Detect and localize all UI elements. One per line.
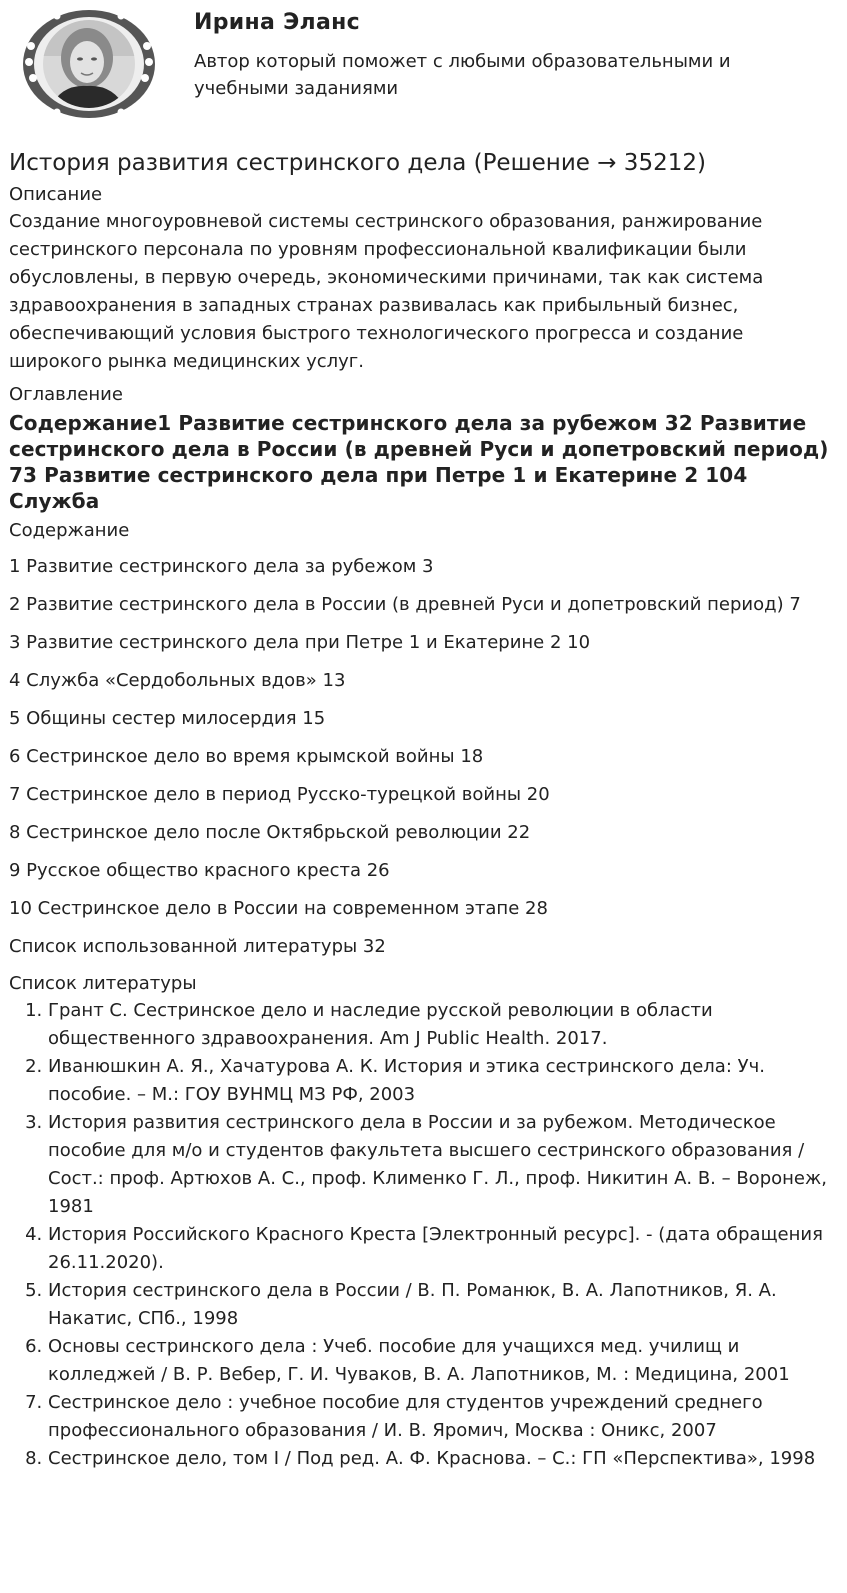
contents-item: 10 Сестринское дело в России на современном этапе 28 (9, 898, 548, 919)
literature-item: 1. Грант С. Сестринское дело и наследие русской революции в области общественного здравоохранения. Am J Public Health. 2017. (48, 997, 837, 1053)
contents-item: 6 Сестринское дело во время крымской войны 18 (9, 746, 484, 767)
literature-item: 8. Сестринское дело, том I / Под ред. А. Ф. Краснова. – С.: ГП «Перспектива», 1998 (48, 1445, 837, 1473)
literature-item: 3. История развития сестринского дела в России и за рубежом. Методическое пособие для м/о и студентов факультета высшего сестринского образования / Сост.: проф. Артюхов А. С., проф. Клименко Г. Л., проф. Никитин А. В. – Воронеж, 1981 (48, 1109, 837, 1221)
author-photo-icon (17, 6, 161, 122)
contents-item: 3 Развитие сестринского дела при Петре 1 и Екатерине 2 10 (9, 632, 591, 653)
literature-item: 2. Иванюшкин А. Я., Хачатурова А. К. История и этика сестринского дела: Уч. пособие. – М.: ГОУ ВУНМЦ МЗ РФ, 2003 (48, 1053, 837, 1109)
contents-item: 8 Сестринское дело после Октябрьской революции 22 (9, 822, 531, 843)
contents-item: 1 Развитие сестринского дела за рубежом 3 (9, 556, 434, 577)
literature-item: 4. История Российского Красного Креста [Электронный ресурс]. - (дата обращения 26.11.2020). (48, 1221, 837, 1277)
contents-item: 4 Служба «Сердобольных вдов» 13 (9, 670, 346, 691)
contents-item: Список использованной литературы 32 (9, 936, 386, 957)
literature-label: Список литературы (9, 973, 197, 994)
contents-item: 2 Развитие сестринского дела в России (в древней Руси и допетровский период) 7 (9, 594, 801, 615)
author-name[interactable]: Ирина Эланс (194, 10, 360, 35)
description-label: Описание (9, 184, 103, 205)
literature-list (9, 997, 837, 1473)
contents-label: Содержание (9, 520, 130, 541)
author-description: Автор который поможет с любыми образовательными и учебными заданиями (194, 51, 731, 99)
toc-text: Содержание1 Развитие сестринского дела за рубежом 32 Развитие сестринского дела в России (в древней Руси и допетровский период) 73 Развитие сестринского дела при Петре 1 и Екатерине 2 104 Служба (9, 411, 829, 513)
description-text: Создание многоуровневой системы сестринского образования, ранжирование сестринского персонала по уровням профессиональной квалификации были обусловлены, в первую очередь, экономическими причинами, так как система здравоохранения в западных странах развивалась как прибыльный бизнес, обеспечивающий условия быстрого технологического прогресса и создание широкого рынка медицинских услуг. (9, 211, 764, 372)
page-title: История развития сестринского дела (Решение → 35212) (9, 150, 706, 176)
author-card (9, 0, 837, 128)
contents-item: 7 Сестринское дело в период Русско-турецкой войны 20 (9, 784, 550, 805)
contents-list (9, 553, 837, 961)
author-avatar[interactable] (17, 6, 161, 122)
contents-item: 5 Общины сестер милосердия 15 (9, 708, 326, 729)
toc-label: Оглавление (9, 384, 123, 405)
contents-item: 9 Русское общество красного креста 26 (9, 860, 390, 881)
literature-item: 6. Основы сестринского дела : Учеб. пособие для учащихся мед. училищ и колледжей / В. Р. Вебер, Г. И. Чуваков, В. А. Лапотников, М. : Медицина, 2001 (48, 1333, 837, 1389)
literature-item: 7. Сестринское дело : учебное пособие для студентов учреждений среднего профессионального образования / И. В. Яромич, Москва : Оникс, 2007 (48, 1389, 837, 1445)
literature-item: 5. История сестринского дела в России / В. П. Романюк, В. А. Лапотников, Я. А. Накатис, СПб., 1998 (48, 1277, 837, 1333)
